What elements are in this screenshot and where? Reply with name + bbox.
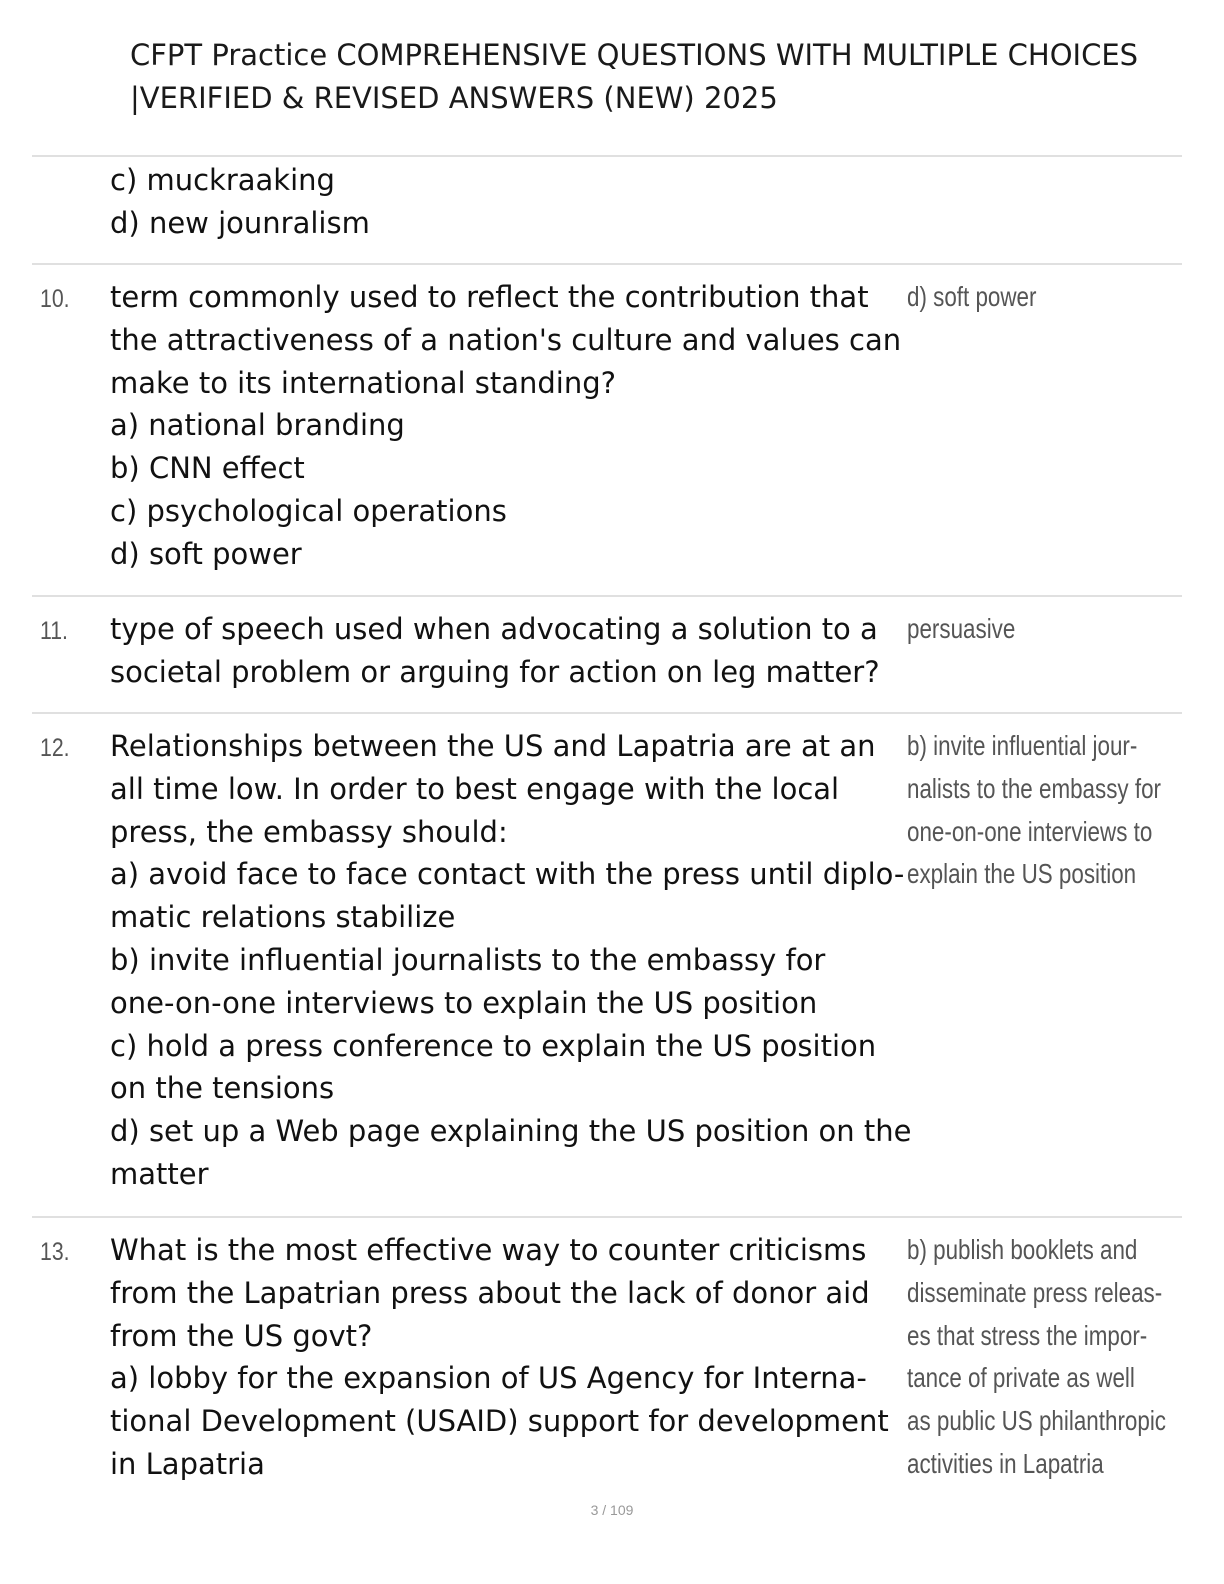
answer-line: d) soft power (907, 281, 1037, 312)
answer-line: nalists to the embassy for (907, 772, 1161, 804)
answer-line: tance of private as well (907, 1362, 1135, 1394)
question-line: Relationships between the US and Lapatria are at an (110, 729, 876, 763)
answer-line: persuasive (907, 613, 1016, 644)
option-line: tional Development (USAID) support for development (110, 1404, 889, 1439)
option-line: matic relations stabilize (110, 900, 456, 935)
option-line: matter (110, 1156, 209, 1191)
question-line: type of speech used when advocating a solution to a (110, 612, 878, 646)
option-line: c) muckraaking (110, 163, 335, 197)
answer-line: explain the US position (907, 858, 1137, 890)
question-line: press, the embassy should: (110, 814, 508, 849)
question-line: term commonly used to reflect the contribution that (110, 280, 869, 314)
question-text (110, 1229, 910, 1486)
answer-text (907, 725, 1161, 896)
divider (32, 155, 1182, 157)
continued-options (110, 159, 910, 245)
question-line: from the US govt? (110, 1318, 373, 1353)
question-line: all time low. In order to best engage with the local (110, 771, 840, 806)
answer-text (907, 608, 1147, 651)
question-line: from the Lapatrian press about the lack of donor aid (110, 1275, 870, 1310)
title-line-2: |VERIFIED & REVISED ANSWERS (NEW) 2025 (130, 81, 778, 115)
option-line: c) psychological operations (110, 493, 507, 528)
answer-line: activities in Lapatria (907, 1447, 1104, 1479)
option-line: c) hold a press conference to explain the US position (110, 1028, 877, 1063)
question-line: What is the most effective way to counter criticisms (110, 1233, 867, 1267)
option-line: d) new jounralism (110, 205, 370, 240)
divider (32, 595, 1182, 597)
option-line: a) lobby for the expansion of US Agency for Interna- (110, 1361, 867, 1396)
answer-text (907, 276, 1147, 319)
question-number: 13. (40, 1238, 70, 1266)
question-number: 11. (40, 617, 68, 645)
question-number: 12. (40, 734, 70, 762)
question-text (110, 276, 910, 576)
answer-line: es that stress the impor- (907, 1319, 1148, 1351)
option-line: in Lapatria (110, 1446, 265, 1481)
option-line: a) national branding (110, 408, 405, 443)
option-line: d) set up a Web page explaining the US position on the (110, 1114, 912, 1149)
answer-line: b) publish booklets and (907, 1234, 1138, 1265)
question-number: 10. (40, 285, 70, 313)
option-line: on the tensions (110, 1071, 335, 1106)
question-line: the attractiveness of a nation's culture and values can (110, 322, 902, 357)
page-title (130, 34, 1190, 120)
title-line-1: CFPT Practice COMPREHENSIVE QUESTIONS WITH MULTIPLE CHOICES (130, 38, 1139, 72)
page-indicator: 3 / 109 (590, 1502, 634, 1518)
option-line: one-on-one interviews to explain the US position (110, 985, 818, 1020)
answer-line: disseminate press releas- (907, 1276, 1163, 1308)
divider (32, 263, 1182, 265)
answer-text (907, 1229, 1166, 1486)
option-line: d) soft power (110, 536, 302, 571)
answer-line: as public US philanthropic (907, 1405, 1166, 1437)
answer-line: b) invite influential jour- (907, 730, 1138, 761)
divider (32, 712, 1182, 714)
question-line: societal problem or arguing for action on leg matter? (110, 654, 880, 689)
option-line: a) avoid face to face contact with the press until diplo- (110, 857, 905, 892)
question-text (110, 608, 910, 694)
divider (32, 1216, 1182, 1218)
option-line: b) CNN effect (110, 451, 305, 486)
option-line: b) invite influential journalists to the embassy for (110, 942, 826, 977)
question-line: make to its international standing? (110, 365, 617, 400)
question-text (110, 725, 910, 1196)
answer-line: one-on-one interviews to (907, 815, 1153, 847)
